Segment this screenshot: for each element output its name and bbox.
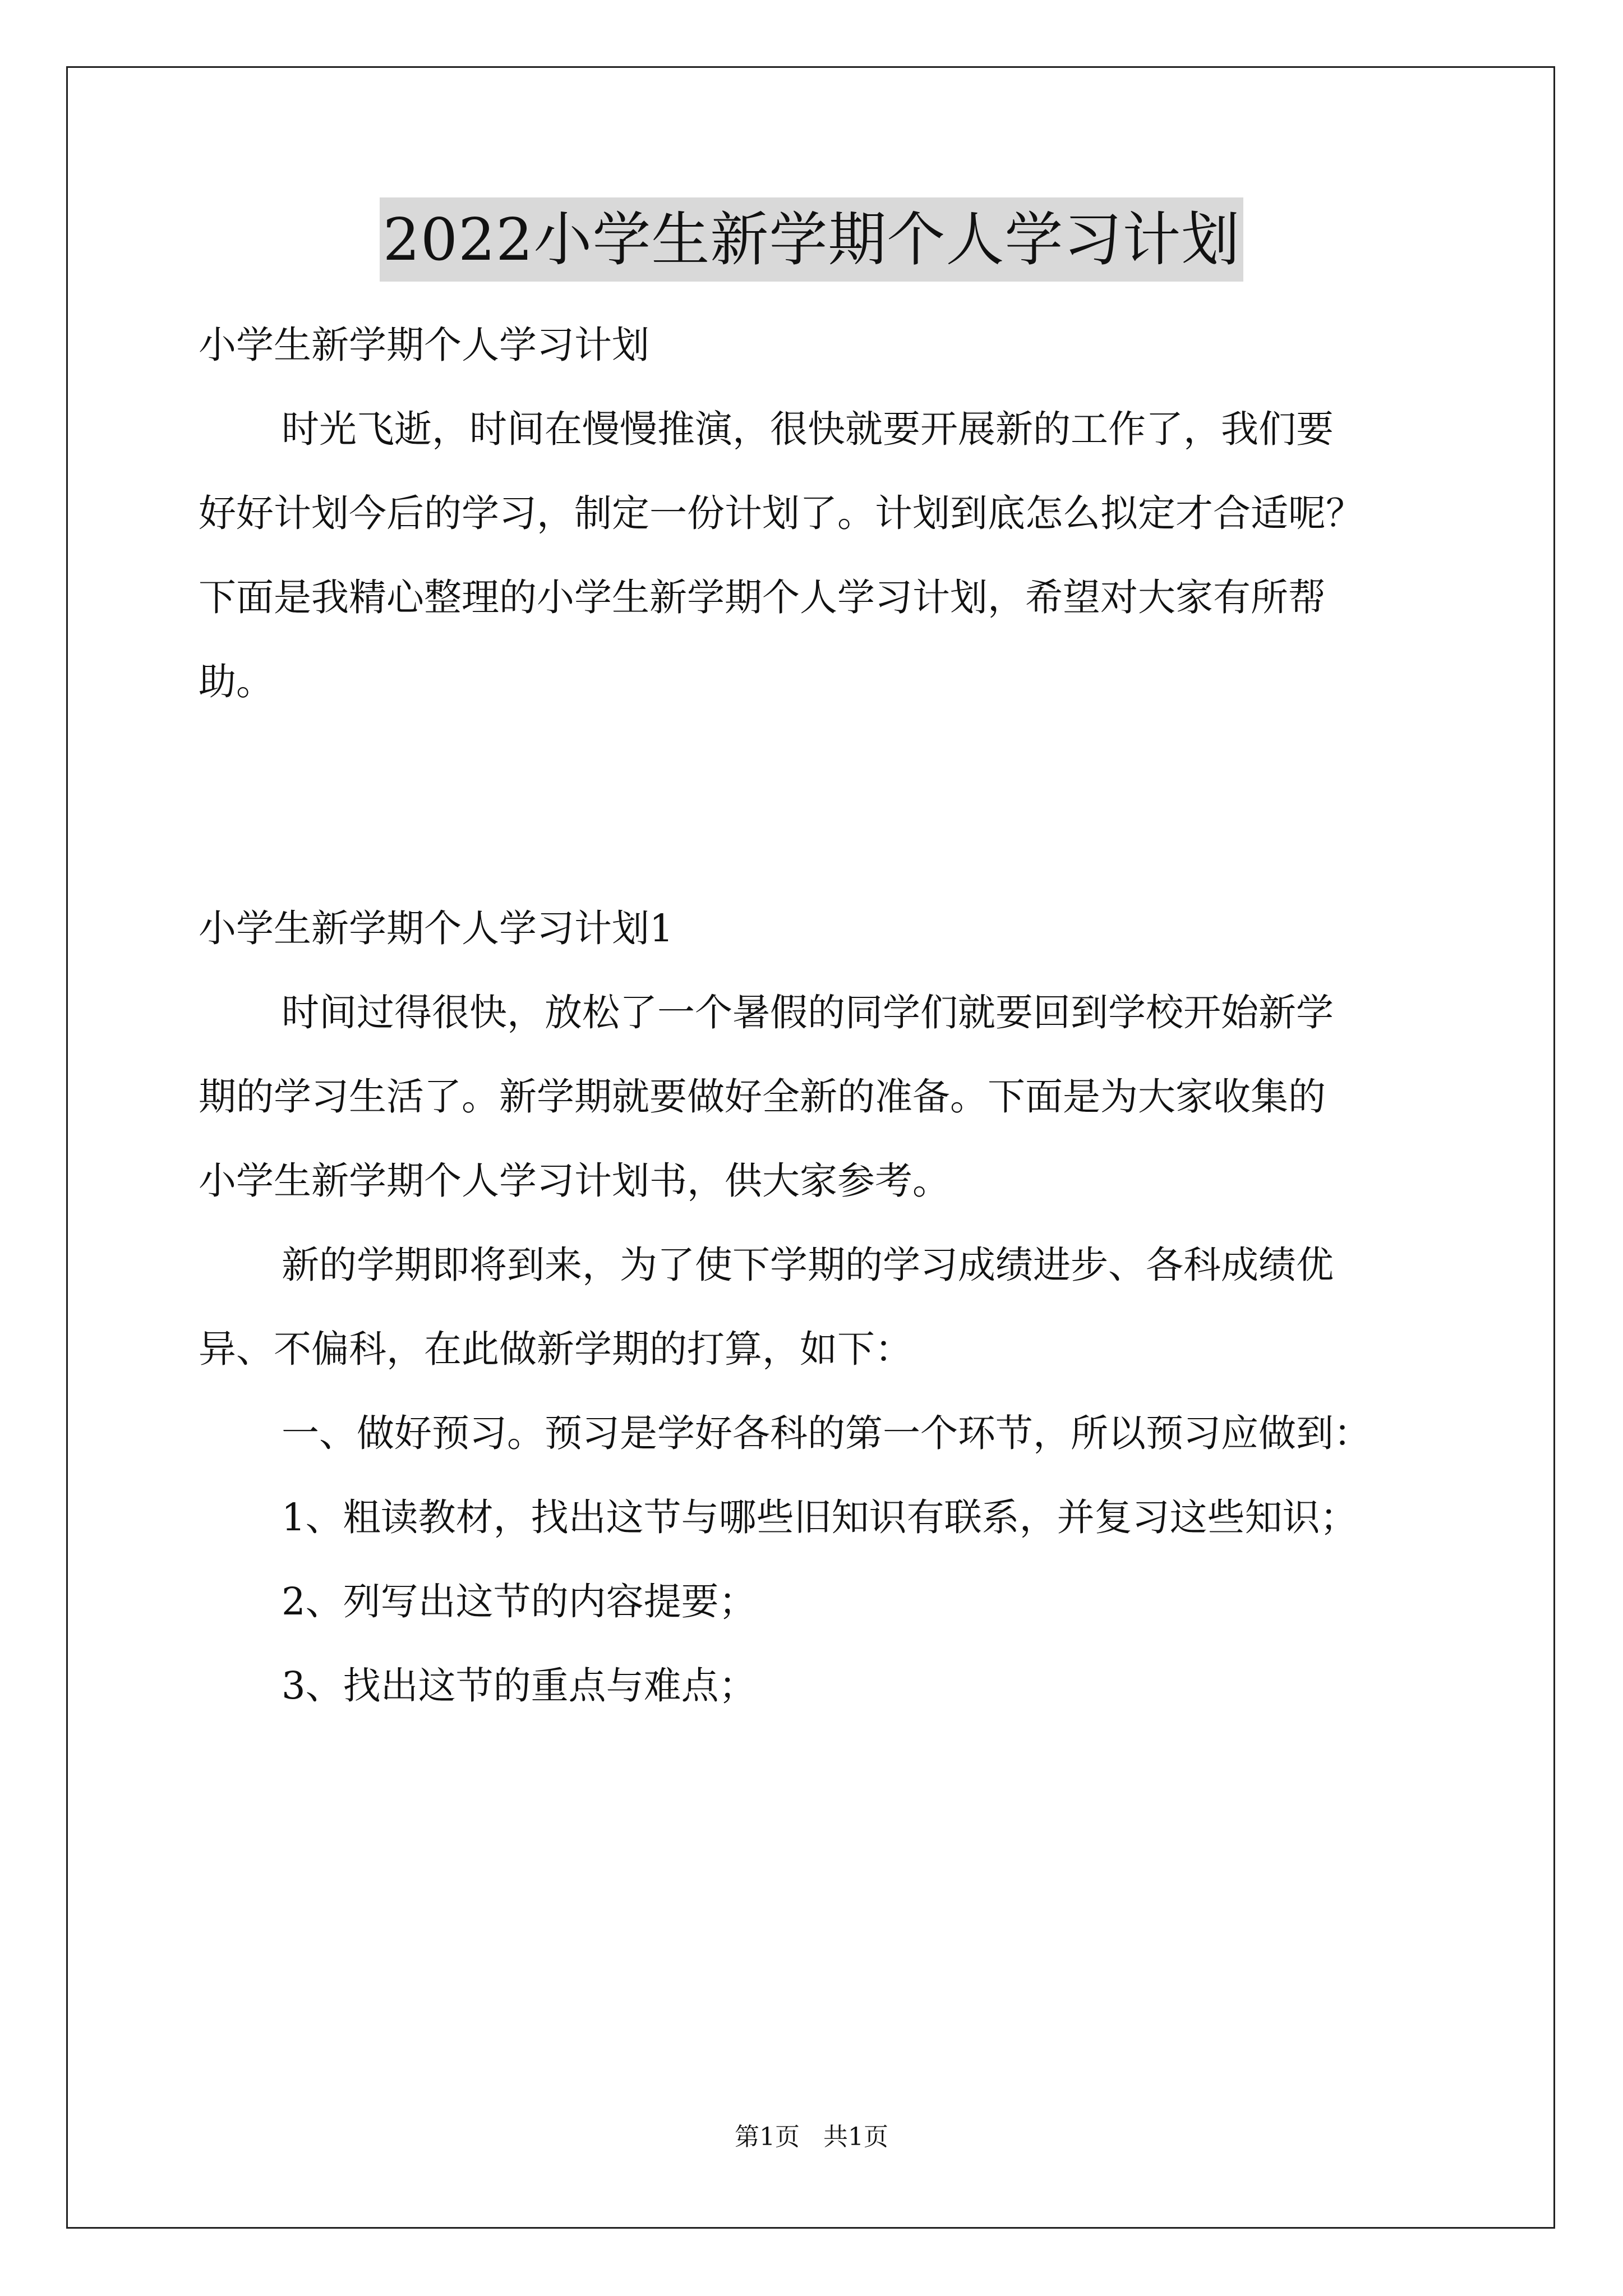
- list-item: 2、列写出这节的内容提要；: [282, 1580, 757, 1623]
- section-gap: [199, 724, 1432, 886]
- title-container: [0, 197, 1623, 282]
- paragraph-line: 小学生新学期个人学习计划书，供大家参考。: [199, 1159, 950, 1203]
- paragraph-line: 时光飞逝，时间在慢慢推演，很快就要开展新的工作了，我们要: [282, 407, 1334, 451]
- list-item: 3、找出这节的重点与难点；: [282, 1664, 757, 1708]
- paragraph-line: 助。: [199, 660, 274, 703]
- document-title: 2022小学生新学期个人学习计划: [380, 197, 1244, 282]
- document-body: [199, 303, 1432, 1728]
- paragraph-line: 下面是我精心整理的小学生新学期个人学习计划，希望对大家有所帮: [199, 576, 1326, 619]
- section-heading: 小学生新学期个人学习计划1: [199, 907, 674, 950]
- paragraph-line: 新的学期即将到来，为了使下学期的学习成绩进步、各科成绩优: [282, 1243, 1334, 1287]
- paragraph-line: 好好计划今后的学习，制定一份计划了。计划到底怎么拟定才合适呢？: [199, 491, 1363, 535]
- paragraph-line: 时间过得很快，放松了一个暑假的同学们就要回到学校开始新学: [282, 991, 1334, 1034]
- paragraph-line: 一、做好预习。预习是学好各科的第一个环节，所以预习应做到：: [282, 1411, 1371, 1455]
- list-item: 1、粗读教材，找出这节与哪些旧知识有联系，并复习这些知识；: [282, 1496, 1358, 1539]
- paragraph-line: 异、不偏科，在此做新学期的打算，如下：: [199, 1327, 912, 1371]
- paragraph-line: 期的学习生活了。新学期就要做好全新的准备。下面是为大家收集的: [199, 1075, 1326, 1119]
- page-footer: 第1页 共1页: [735, 2123, 888, 2151]
- section-heading: 小学生新学期个人学习计划: [199, 323, 649, 367]
